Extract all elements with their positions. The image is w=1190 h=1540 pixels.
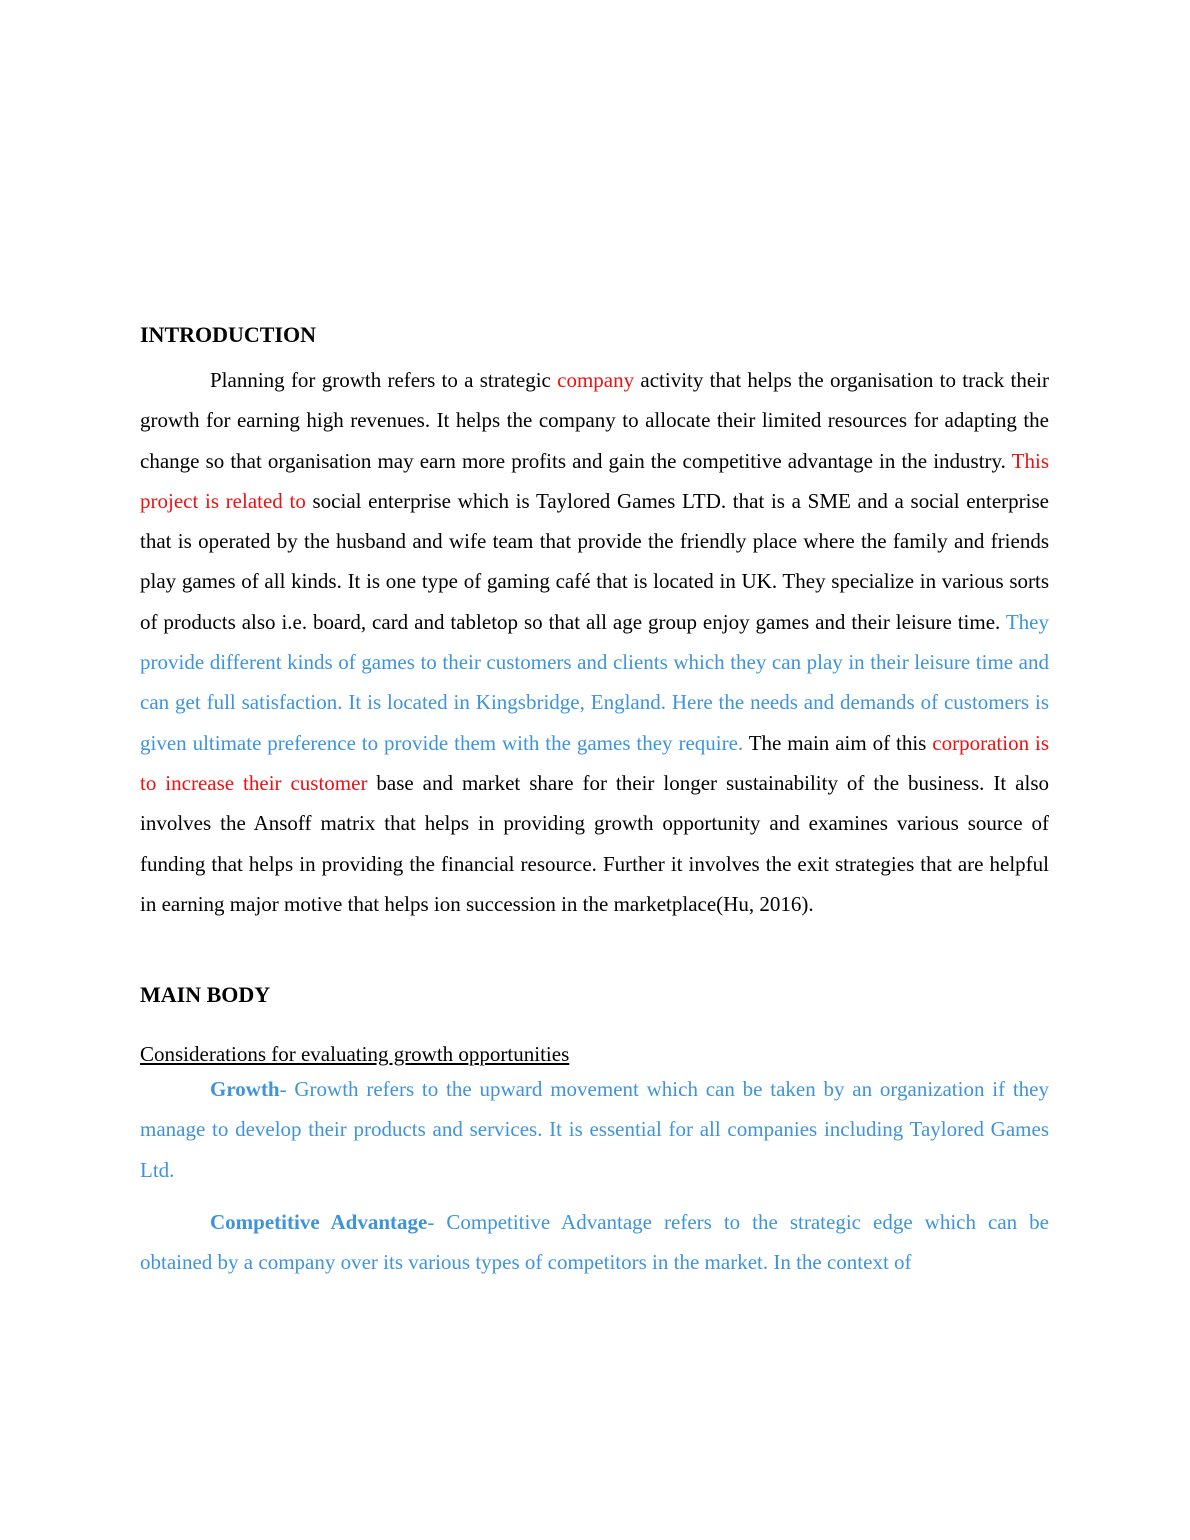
- main-body-heading: MAIN BODY: [140, 982, 271, 1008]
- competitive-advantage-paragraph: [140, 1202, 1049, 1283]
- intro-highlight-red: This project is related to: [140, 448, 1049, 513]
- intro-highlight-blue: They provide different kinds of games to their customers and clients which they can play in their leisure time and can get full satisfaction. It is located in Kingsbridge, England. Here the needs and demands of customers is given ultimate preference to provide them with the games they require.: [140, 609, 1049, 755]
- intro-highlight-red: corporation is to increase their customer: [140, 730, 1050, 795]
- considerations-subheading: Considerations for evaluating growth opportunities: [140, 1042, 570, 1067]
- intro-highlight-red: company: [557, 368, 635, 392]
- intro-text-segment: The main aim of this: [748, 730, 933, 755]
- competitive-advantage-definition: - Competitive Advantage refers to the strategic edge which can be obtained by a company over its various types of competitors in the market. In the context of: [140, 1210, 1049, 1275]
- intro-text-segment: Planning for growth refers to a strategic: [210, 368, 558, 392]
- growth-paragraph: [140, 1069, 1049, 1190]
- document-page: [140, 320, 1049, 1283]
- intro-text-segment: activity that helps the organisation to track their growth for earning high revenues. It helps the company to allocate their limited resources for adapting the change so that organisation may earn more profits and gain the competitive advantage in the industry.: [140, 368, 1050, 473]
- growth-definition: - Growth refers to the upward movement which can be taken by an organization if they manage to develop their products and services. It is essential for all companies including Taylored Games Ltd.: [140, 1077, 1049, 1182]
- intro-text-segment: base and market share for their longer sustainability of the business. It also involves the Ansoff matrix that helps in providing growth opportunity and examines various source of funding that helps in providing the financial resource. Further it involves the exit strategies that are helpful in earning major motive that helps ion succession in the marketplace(Hu, 2016).: [140, 770, 1049, 916]
- growth-term: Growth: [210, 1077, 280, 1102]
- competitive-advantage-term: Competitive Advantage: [210, 1210, 428, 1235]
- introduction-heading: INTRODUCTION: [140, 322, 317, 347]
- introduction-paragraph: [140, 360, 1049, 924]
- intro-text-segment: social enterprise which is Taylored Games LTD. that is a SME and a social enterprise that is operated by the husband and wife team that provide the friendly place where the family and friends play games of all kinds. It is one type of gaming café that is located in UK. They specialize in various sorts of products also i.e. board, card and tabletop so that all age group enjoy games and their leisure time.: [140, 488, 1049, 634]
